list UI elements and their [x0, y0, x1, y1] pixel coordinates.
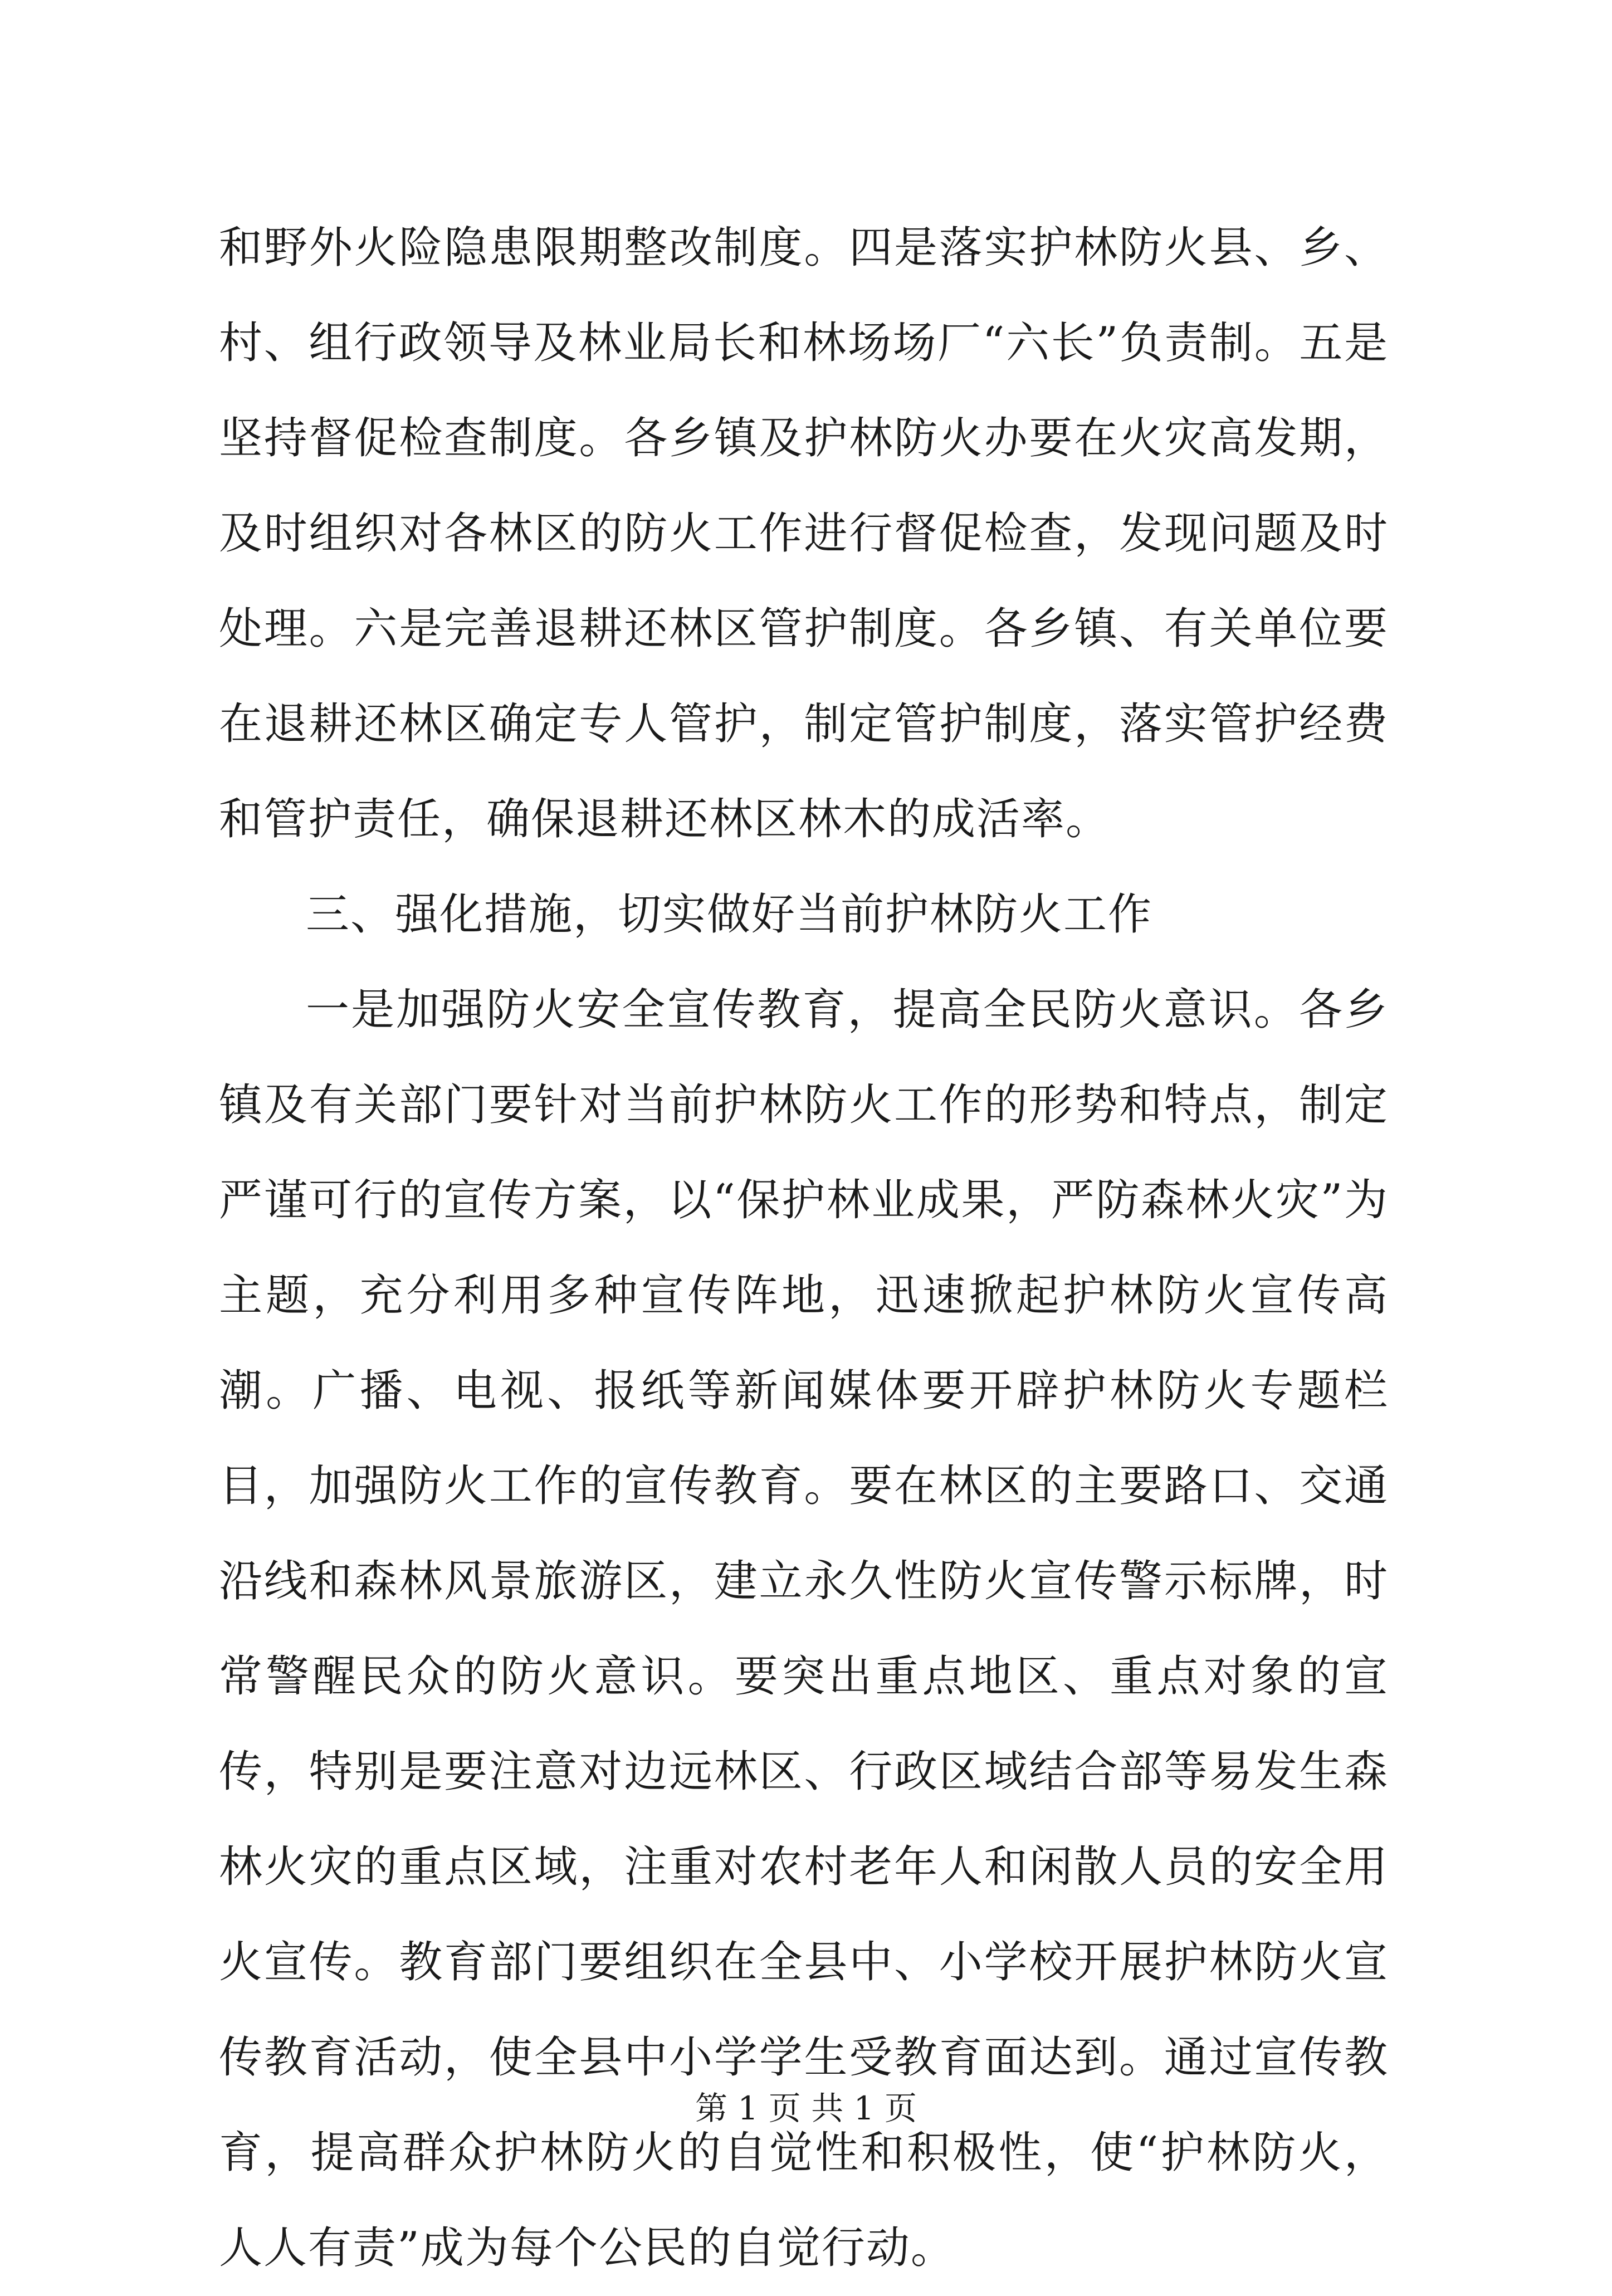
paragraph: 一是加强防火安全宣传教育，提高全民防火意识。各乡镇及有关部门要针对当前护林防火工作的形势和特点，制定严谨可行的宣传方案，以“保护林业成果，严防森林火灾”为主题，充分利用多种宣传阵地，迅速掀起护林防火宣传高潮。广播、电视、报纸等新闻媒体要开辟护林防火专题栏目，加强防火工作的宣传教育。要在林区的主要路口、交通沿线和森林风景旅游区，建立永久性防火宣传警示标牌，时常警醒民众的防火意识。要突出重点地区、重点对象的宣传，特别是要注意对边远林区、行政区域结合部等易发生森林火灾的重点区域，注重对农村老年人和闲散人员的安全用火宣传。教育部门要组织在全县中、小学校开展护林防火宣传教育活动，使全县中小学学生受教育面达到。通过宣传教育，提高群众护林防火的自觉性和积极性，使“护林防火，人人有责”成为每个公民的自觉行动。 — [219, 985, 1389, 2273]
page-footer: 第 1 页 共 1 页 — [695, 2089, 917, 2127]
section-heading: 三、强化措施，切实做好当前护林防火工作 — [306, 890, 1153, 940]
paragraph-continuation: 和野外火险隐患限期整改制度。四是落实护林防火县、乡、村、组行政领导及林业局长和林场场厂“六长”负责制。五是坚持督促检查制度。各乡镇及护林防火办要在火灾高发期，及时组织对各林区的防火工作进行督促检查，发现问题及时处理。六是完善退耕还林区管护制度。各乡镇、有关单位要在退耕还林区确定专人管护，制定管护制度，落实管护经费和管护责任，确保退耕还林区林木的成活率。 — [219, 223, 1389, 844]
document-body — [219, 201, 1389, 2296]
